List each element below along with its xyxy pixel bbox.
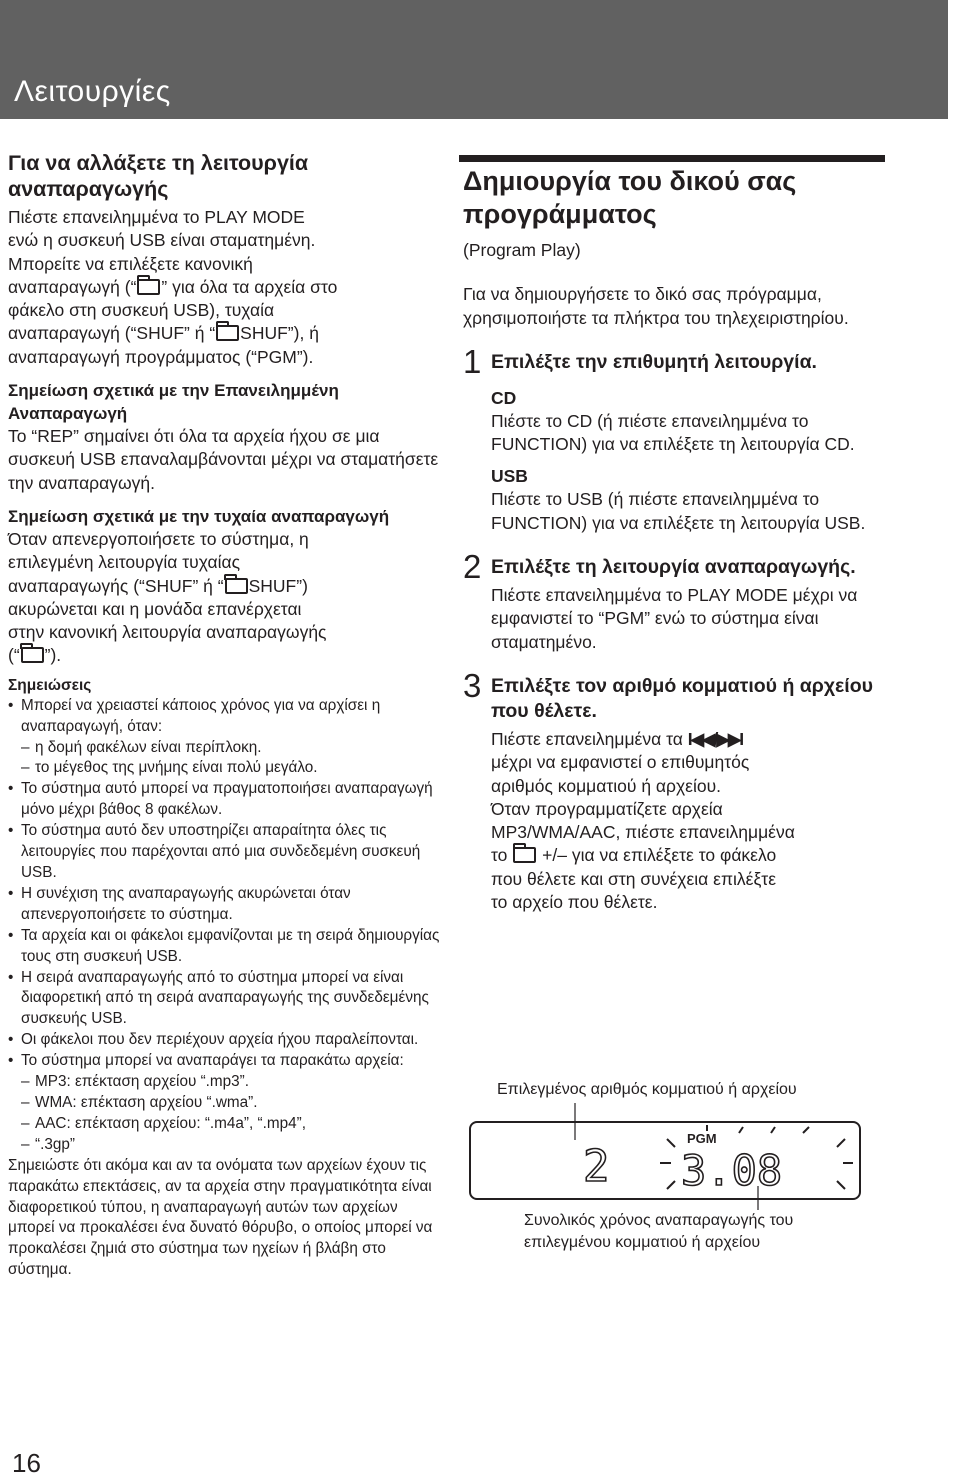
step-title: Επιλέξτε την επιθυμητή λειτουργία. [491, 350, 817, 373]
repeat-note-text: Το “REP” σημαίνει ότι όλα τα αρχεία ήχου σε μια συσκευή USB επαναλαμβάνονται μέχρι να σταματήσετε την αναπαραγωγή. [8, 426, 439, 493]
note-subitem: – AAC: επέκταση αρχείου: “.m4a”, “.mp4”, [8, 1114, 440, 1135]
text-line: ενώ η συσκευή USB είναι σταματημένη. [8, 230, 316, 251]
lcd-track-number: 2 [583, 1141, 610, 1192]
text-line: Μπορείτε να επιλέξετε κανονική [8, 253, 253, 274]
text-line: μέχρι να εμφανιστεί ο επιθυμητός [491, 752, 750, 773]
note-item: • Τα αρχεία και οι φάκελοι εμφανίζονται με τη σειρά δημιουργίας τους στη συσκευή USB. [8, 926, 440, 968]
note-item: • Η σειρά αναπαραγωγής από το σύστημα μπορεί να είναι διαφορετική από τη σειρά αναπαραγωγής της συνδεδεμένης συσκευής USB. [8, 968, 440, 1031]
play-mode-heading: Για να αλλάξετε τη λειτουργία αναπαραγωγής [8, 151, 309, 201]
step-title: Επιλέξτε τη λειτουργία αναπαραγωγής. [491, 556, 856, 579]
text-fragment: αναπαραγωγής (“SHUF” ή “ [8, 575, 224, 596]
text-line: φάκελο στη συσκευή USB), τυχαία [8, 300, 275, 321]
text-line: αριθμός κομματιού ή αρχείου. [491, 775, 722, 796]
final-note: Σημειώστε ότι ακόμα και αν τα ονόματα των αρχείων έχουν τις παρακάτω επεκτάσεις, αν τα αρχεία στην πραγματικότητα είναι διαφορετικού τύπου, η αναπαραγωγή αυτών των αρχείων μπορεί να προκαλέσει ένα δυνατό θόρυβο, ο οποίος μπορεί να προκαλέσει ζημιά στο σύστημα των ηχείων ή βλάβη στο σύστημα. [8, 1156, 433, 1279]
note-subitem: – MP3: επέκταση αρχείου “.mp3”. [8, 1072, 440, 1093]
section-title: Λειτουργίες [14, 75, 171, 108]
cd-text: Πιέστε το CD (ή πιέστε επανειλημμένα το FUNCTION) για να επιλέξετε τη λειτουργία CD. [491, 410, 855, 455]
lcd-pgm-indicator: PGM [687, 1131, 717, 1146]
step-number: 2 [463, 548, 482, 586]
display-panel [469, 1121, 861, 1200]
text-fragment: SHUF”), ή [240, 323, 319, 344]
page-number: 16 [12, 1448, 41, 1478]
note-item: • Το σύστημα μπορεί να αναπαράγει τα παρακάτω αρχεία: [8, 1051, 440, 1072]
text-fragment: το [491, 845, 508, 866]
text-fragment: “.3gp” [35, 1135, 75, 1153]
cd-label: CD [491, 387, 517, 408]
step-number: 1 [463, 342, 482, 380]
note-subitem: – WMA: επέκταση αρχείου “.wma”. [8, 1093, 440, 1114]
step-title: Επιλέξτε τον αριθμό κομματιού ή αρχείου που θέλετε. [491, 674, 873, 722]
text-line: που θέλετε και στη συνέχεια επιλέξτε [491, 868, 777, 889]
shuffle-note-heading: Σημείωση σχετικά με την τυχαία αναπαραγωγή [8, 506, 390, 526]
text-line: Πιέστε επανειλημμένα το PLAY MODE [8, 207, 305, 227]
note-subitem: – η δομή φακέλων είναι περίπλοκη. [8, 738, 440, 759]
text-line: MP3/WMA/AAC, πιέστε επανειλημμένα [491, 822, 795, 843]
note-item: • Το σύστημα αυτό δεν υποστηρίζει απαραίτητα όλες τις λειτουργίες που παρέχονται από μια συνδεδεμένη συσκευή USB. [8, 821, 440, 884]
note-item: • Η συνέχιση της αναπαραγωγής ακυρώνεται όταν απενεργοποιήσετε το σύστημα. [8, 884, 440, 926]
text-fragment: (“ [8, 645, 20, 666]
text-line: ακυρώνεται και η μονάδα επανέρχεται [8, 598, 302, 619]
notes-heading: Σημειώσεις [8, 676, 92, 694]
text-fragment: ”). [44, 645, 62, 666]
note-subitem: – το μέγεθος της μνήμης είναι πολύ μεγάλο. [8, 758, 440, 779]
lcd-time: 3.08 [681, 1146, 783, 1195]
text-line: το αρχείο που θέλετε. [491, 892, 658, 913]
text-fragment: αναπαραγωγή (“SHUF” ή “ [8, 323, 216, 344]
text-line: Όταν απενεργοποιήσετε το σύστημα, η [8, 528, 309, 549]
repeat-note-heading: Σημείωση σχετικά με την Επανειλημμένη Αναπαραγωγή [8, 381, 339, 424]
text-line: Όταν προγραμματίζετε αρχεία [491, 798, 723, 819]
program-heading: Δημιουργία του δικού σας προγράμματος [463, 166, 797, 229]
text-line: αναπαραγωγή προγράμματος (“PGM”). [8, 346, 314, 367]
display-caption-bottom: Συνολικός χρόνος αναπαραγωγής του επιλεγμένου κομματιού ή αρχείου [524, 1212, 794, 1251]
display-readout [471, 1123, 859, 1198]
step-text: Πιέστε επανειλημμένα το PLAY MODE μέχρι να εμφανιστεί το “PGM” ενώ το σύστημα είναι σταματημένο. [491, 585, 858, 652]
usb-label: USB [491, 466, 528, 487]
text-fragment: αναπαραγωγή (“ [8, 276, 137, 297]
program-subtitle: (Program Play) [463, 240, 581, 260]
step-number: 3 [463, 666, 482, 704]
text-fragment: ” για όλα τα αρχεία στο [161, 276, 338, 297]
text-line: στην κανονική λειτουργία αναπαραγωγής [8, 622, 327, 643]
text-fragment: SHUF”) [248, 575, 308, 596]
text-line: επιλεγμένη λειτουργία τυχαίας [8, 552, 241, 573]
text-fragment: +/– για να επιλέξετε το φάκελο [542, 845, 777, 866]
note-item: • Οι φάκελοι που δεν περιέχουν αρχεία ήχου παραλείπονται. [8, 1030, 440, 1051]
display-caption-top: Επιλεγμένος αριθμός κομματιού ή αρχείου [497, 1081, 797, 1098]
note-item: • Μπορεί να χρειαστεί κάποιος χρόνος για να αρχίσει η αναπαραγωγή, όταν: [8, 696, 440, 738]
program-intro: Για να δημιουργήσετε το δικό σας πρόγραμμα, χρησιμοποιήστε τα πλήκτρα του τηλεχειριστηρίου. [463, 284, 849, 328]
usb-text: Πιέστε το USB (ή πιέστε επανειλημμένα το FUNCTION) για να επιλέξετε τη λειτουργία USB. [491, 489, 866, 533]
note-item: • Το σύστημα αυτό μπορεί να πραγματοποιήσει αναπαραγωγή μόνο μέχρι βάθος 8 φακέλων. [8, 779, 440, 821]
text-fragment: Πιέστε επανειλημμένα τα [491, 728, 683, 749]
prev-next-buttons-icon: I◀◀/▶▶I [687, 728, 743, 749]
